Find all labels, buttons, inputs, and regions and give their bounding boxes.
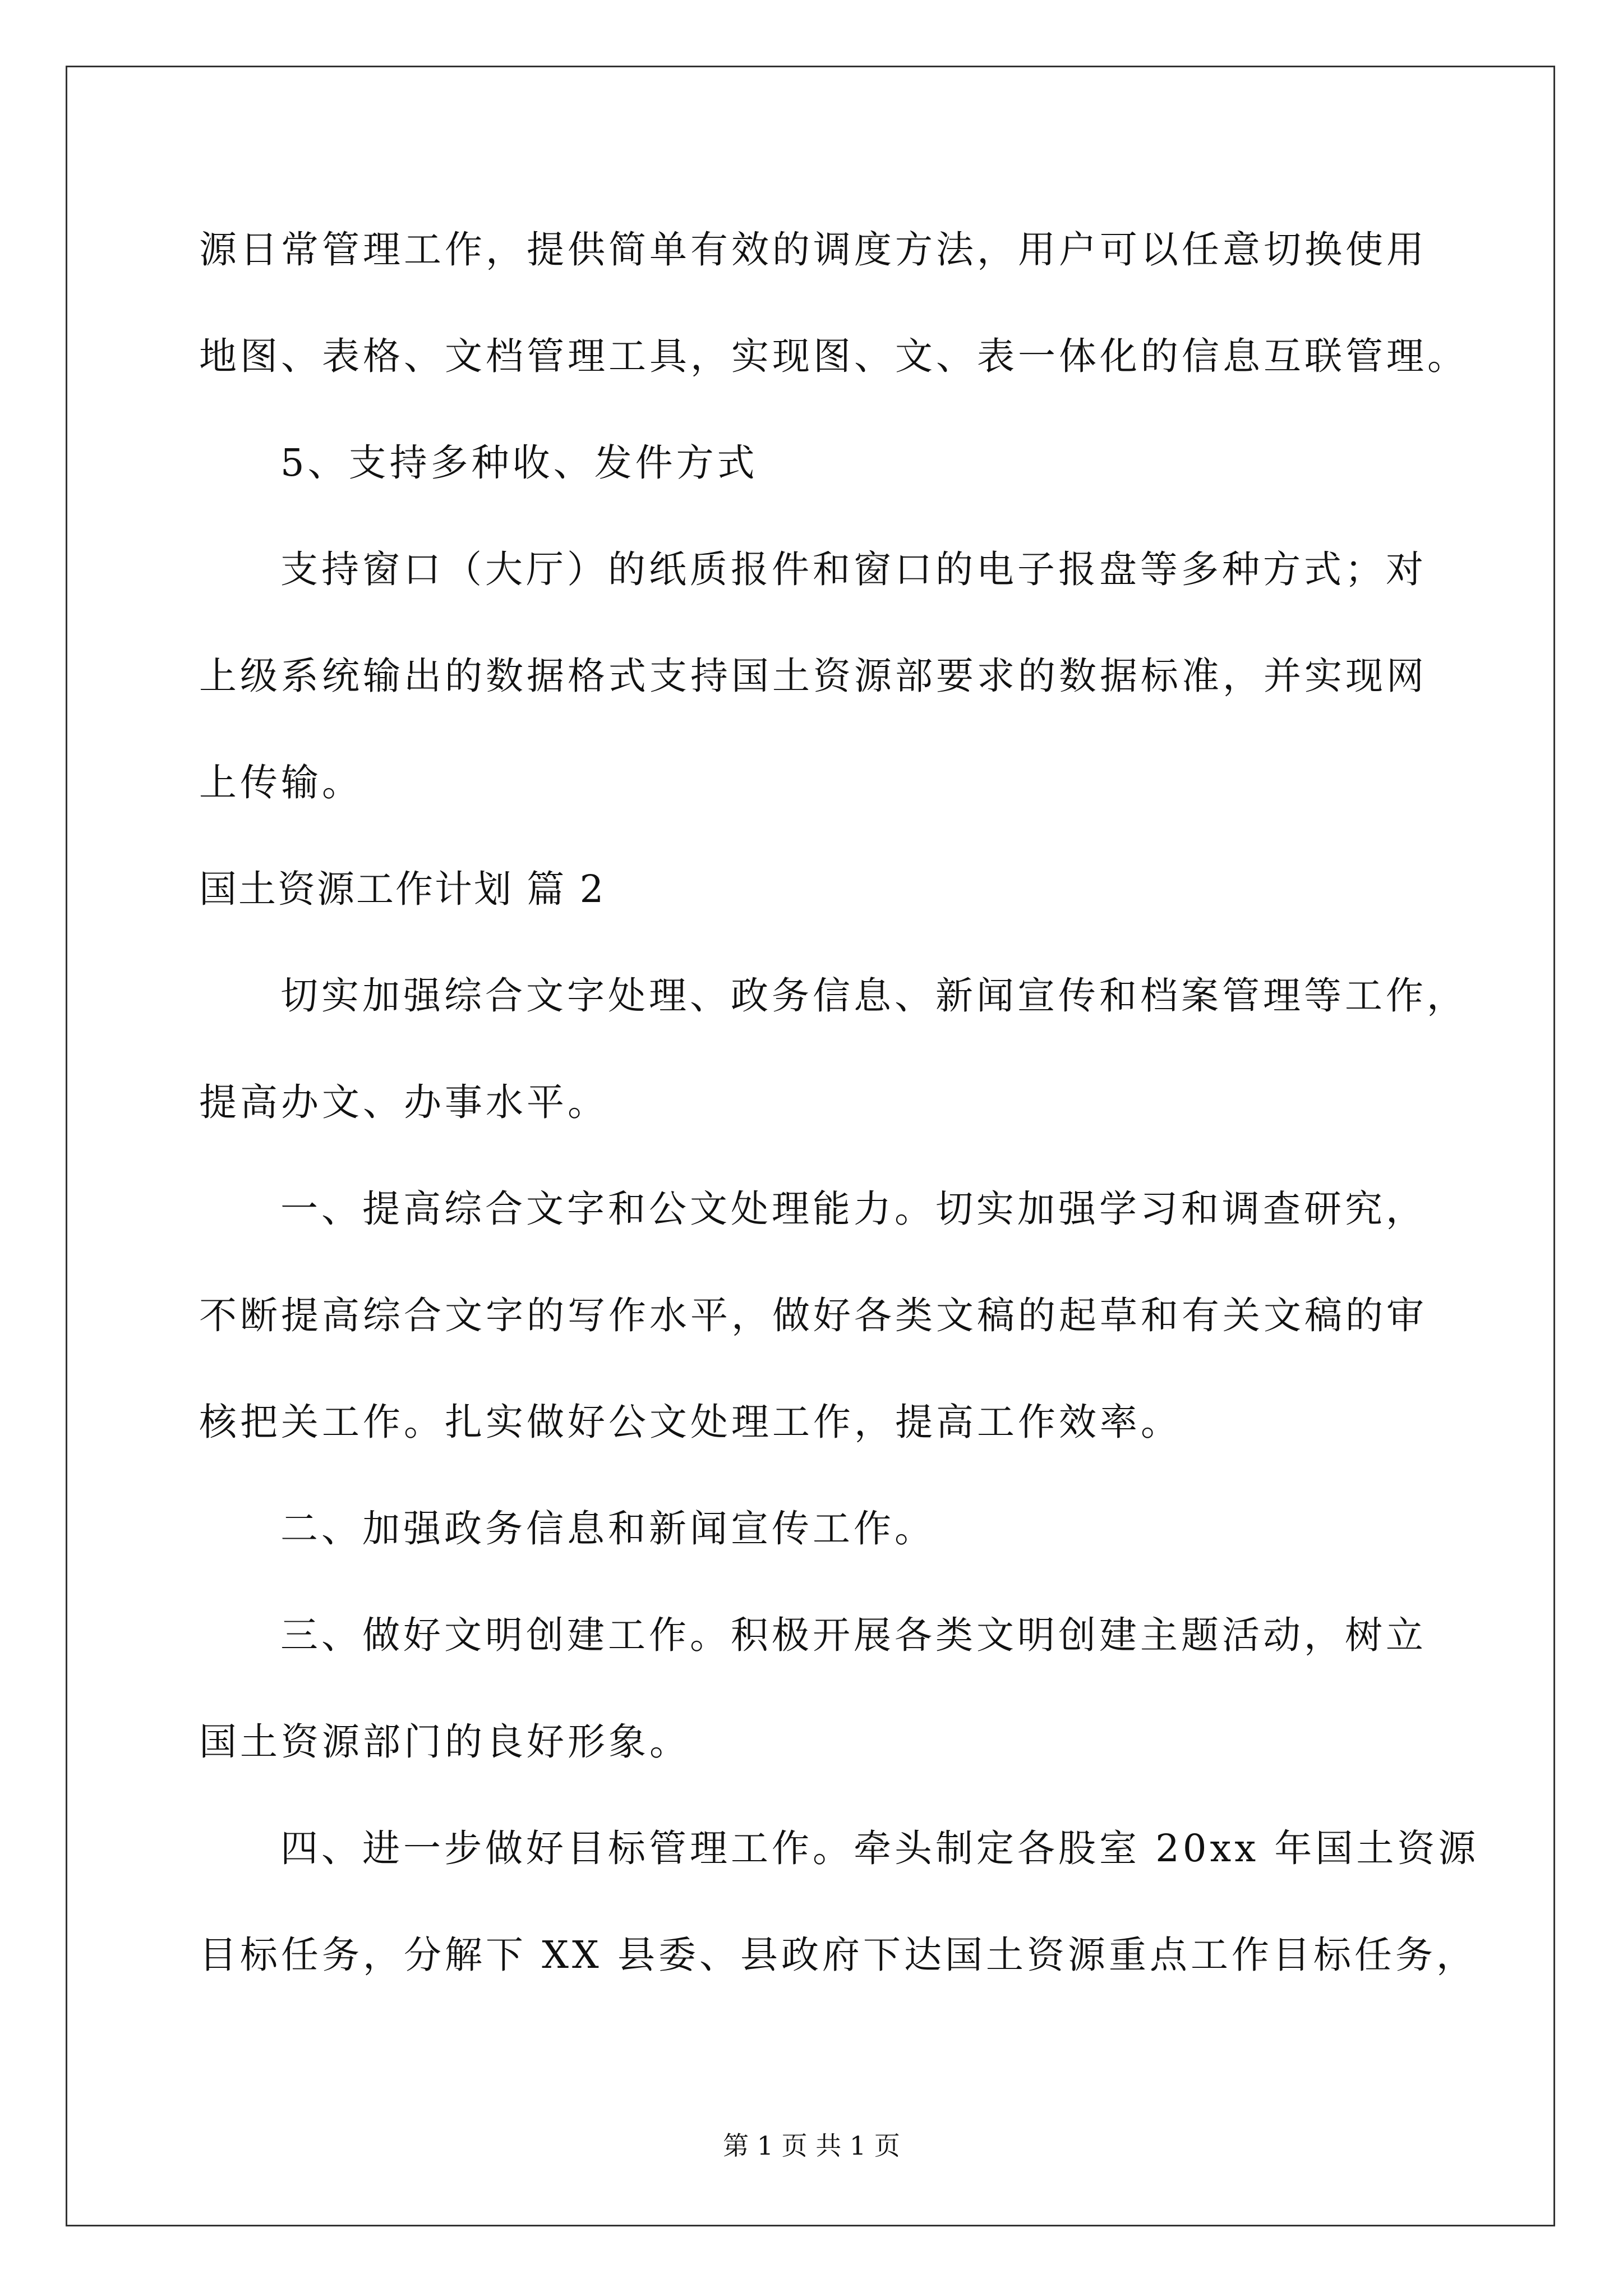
text-line: 提高办文、办事水平。 (199, 1080, 608, 1124)
text-line: 核把关工作。扎实做好公文处理工作，提高工作效率。 (199, 1400, 1182, 1444)
page-border (66, 66, 1555, 2226)
text-line: 源日常管理工作，提供简单有效的调度方法，用户可以任意切换使用 (199, 228, 1427, 272)
text-line: 二、加强政务信息和新闻宣传工作。 (280, 1507, 935, 1550)
text-line: 切实加强综合文字处理、政务信息、新闻宣传和档案管理等工作， (280, 974, 1468, 1018)
text-line: 支持窗口（大厅）的纸质报件和窗口的电子报盘等多种方式；对 (280, 547, 1427, 591)
text-line: 上传输。 (199, 761, 363, 804)
text-line: 一、提高综合文字和公文处理能力。切实加强学习和调查研究， (280, 1187, 1427, 1231)
page-footer: 第 1 页 共 1 页 (723, 2131, 900, 2161)
text-line: 不断提高综合文字的写作水平，做好各类文稿的起草和有关文稿的审 (199, 1294, 1427, 1337)
text-line: 国土资源部门的良好形象。 (199, 1720, 690, 1764)
text-line: 上级系统输出的数据格式支持国土资源部要求的数据标准，并实现网 (199, 654, 1427, 698)
text-line: 四、进一步做好目标管理工作。牵头制定各股室 20xx 年国土资源 (280, 1826, 1479, 1870)
text-line: 目标任务，分解下 XX 县委、县政府下达国土资源重点工作目标任务， (199, 1933, 1477, 1977)
section-title: 国土资源工作计划 篇 2 (199, 867, 606, 911)
text-line: 地图、表格、文档管理工具，实现图、文、表一体化的信息互联管理。 (199, 334, 1468, 378)
text-line: 三、做好文明创建工作。积极开展各类文明创建主题活动，树立 (280, 1613, 1427, 1657)
list-heading: 5、支持多种收、发件方式 (280, 441, 758, 485)
